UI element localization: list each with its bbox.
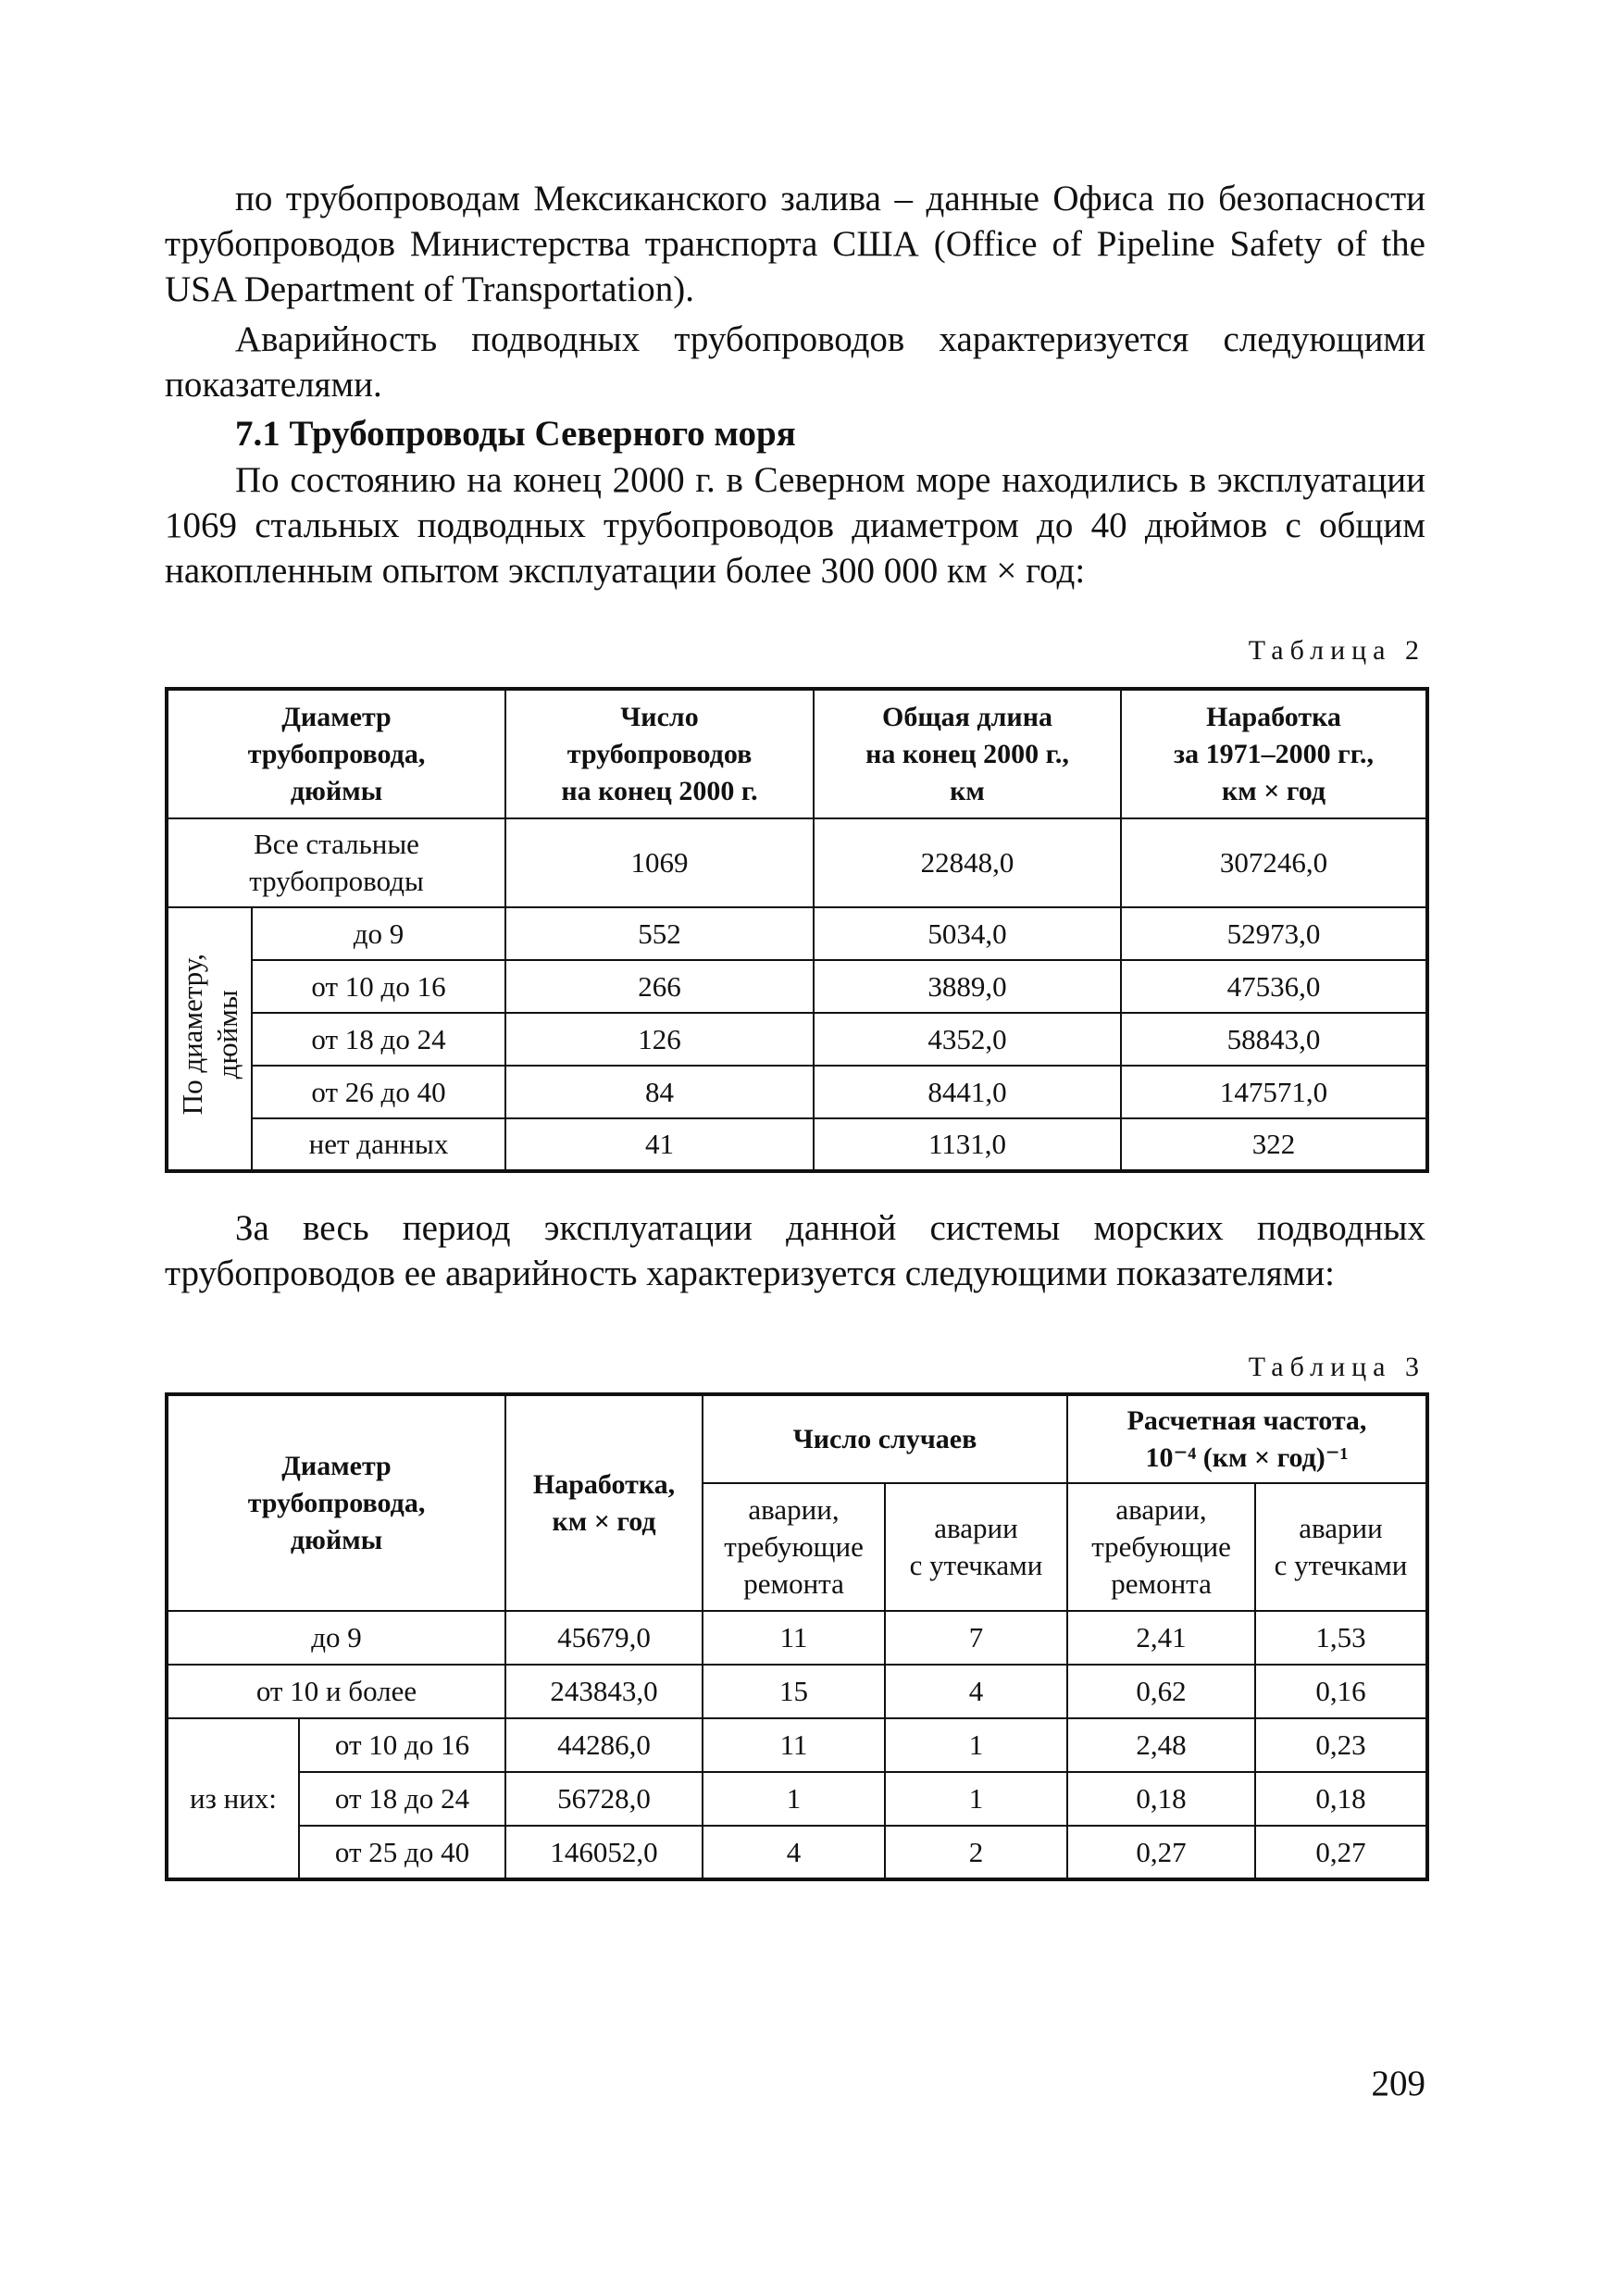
table2-header-row (167, 689, 1427, 818)
table2-row-length: 8441,0 (814, 1066, 1121, 1118)
table3-header-cases-leak: аварии с утечками (885, 1483, 1067, 1611)
paragraph-accident-period: За весь период эксплуатации данной системы морских подводных трубопроводов ее аварийность характеризуется следующими показателями: (165, 1208, 1425, 1293)
table3-row-hours: 45679,0 (505, 1611, 703, 1665)
table2-header-hours: Наработка за 1971–2000 гг., км × год (1121, 689, 1427, 818)
table2-header-length: Общая длина на конец 2000 г., км (814, 689, 1121, 818)
table3-subrow-label: от 10 до 16 (299, 1718, 505, 1772)
table3-subrow-freq-leak: 0,27 (1255, 1826, 1427, 1879)
table3-row-freq-repair: 2,41 (1067, 1611, 1255, 1665)
table-row (167, 1118, 1427, 1171)
table3-header-freq-repair: аварии, требующие ремонта (1067, 1483, 1255, 1611)
table3-subrow-cases-repair: 1 (703, 1772, 885, 1826)
table2-row-label: от 18 до 24 (252, 1013, 505, 1066)
table3-header-cases-repair: аварии, требующие ремонта (703, 1483, 885, 1611)
table3-row-cases-repair: 11 (703, 1611, 885, 1665)
section-heading: 7.1 Трубопроводы Северного моря (235, 414, 796, 454)
paragraph-pipeline-safety-source: по трубопроводам Мексиканского залива – данные Офиса по безопасности трубопроводов Министерства транспорта США (Office of Pipeline Safety of the USA Department of Transportation). (165, 179, 1425, 309)
table2-row-count: 84 (505, 1066, 814, 1118)
table2 (165, 687, 1429, 1173)
table2-row-count: 266 (505, 960, 814, 1013)
table3-group-label: из них: (167, 1718, 299, 1879)
table3-header-freq-leak: аварии с утечками (1255, 1483, 1427, 1611)
table3-subrow-cases-leak: 1 (885, 1772, 1067, 1826)
table2-row-hours: 147571,0 (1121, 1066, 1427, 1118)
table2-row-count: 552 (505, 907, 814, 960)
table3-subrow-label: от 25 до 40 (299, 1826, 505, 1879)
table3-header-frequency: Расчетная частота, 10⁻⁴ (км × год)⁻¹ (1067, 1394, 1427, 1483)
table3-row-freq-repair: 0,62 (1067, 1665, 1255, 1718)
paragraph-accident-intro: Аварийность подводных трубопроводов характеризуется следующими показателями. (165, 319, 1425, 405)
table-row (167, 1772, 1427, 1826)
table2-row-label: от 26 до 40 (252, 1066, 505, 1118)
table3-subrow-freq-leak: 0,18 (1255, 1772, 1427, 1826)
table-row (167, 1826, 1427, 1879)
table3-row-cases-leak: 7 (885, 1611, 1067, 1665)
table-row (167, 1013, 1427, 1066)
table3-row-label: до 9 (167, 1611, 505, 1665)
table3-subrow-hours: 44286,0 (505, 1718, 703, 1772)
table2-row-length: 4352,0 (814, 1013, 1121, 1066)
table3-subrow-freq-leak: 0,23 (1255, 1718, 1427, 1772)
table3-caption: Таблица 3 (1248, 1352, 1425, 1382)
table2-row-count: 41 (505, 1118, 814, 1171)
table3-header-cases: Число случаев (703, 1394, 1067, 1483)
table2-row-length: 5034,0 (814, 907, 1121, 960)
table3-header-hours: Наработка, км × год (505, 1394, 703, 1611)
table3-header-row-1 (167, 1394, 1427, 1483)
table-row (167, 1611, 1427, 1665)
table2-total-row (167, 818, 1427, 907)
table2-row-length: 3889,0 (814, 960, 1121, 1013)
table2-header-diameter: Диаметр трубопровода, дюймы (167, 689, 505, 818)
table3-subrow-hours: 56728,0 (505, 1772, 703, 1826)
table-row (167, 1718, 1427, 1772)
table3-subrow-cases-repair: 4 (703, 1826, 885, 1879)
table2-total-label: Все стальные трубопроводы (167, 818, 505, 907)
table2-row-hours: 58843,0 (1121, 1013, 1427, 1066)
table3-subrow-freq-repair: 2,48 (1067, 1718, 1255, 1772)
table3-row-hours: 243843,0 (505, 1665, 703, 1718)
table3-subrow-cases-repair: 11 (703, 1718, 885, 1772)
table3-row-freq-leak: 1,53 (1255, 1611, 1427, 1665)
table3-row-label: от 10 и более (167, 1665, 505, 1718)
table2-total-count: 1069 (505, 818, 814, 907)
table2-row-hours: 47536,0 (1121, 960, 1427, 1013)
table2-row-hours: 322 (1121, 1118, 1427, 1171)
table3-subrow-freq-repair: 0,27 (1067, 1826, 1255, 1879)
table2-row-length: 1131,0 (814, 1118, 1121, 1171)
table3-subrow-cases-leak: 1 (885, 1718, 1067, 1772)
table3-subrow-freq-repair: 0,18 (1067, 1772, 1255, 1826)
table-row (167, 960, 1427, 1013)
table2-row-label: до 9 (252, 907, 505, 960)
table3-subrow-label: от 18 до 24 (299, 1772, 505, 1826)
table2-total-hours: 307246,0 (1121, 818, 1427, 907)
table-row (167, 1665, 1427, 1718)
table3-header-diameter: Диаметр трубопровода, дюймы (167, 1394, 505, 1611)
page-number: 209 (1371, 2064, 1425, 2103)
table2-caption: Таблица 2 (1248, 635, 1425, 666)
table2-row-hours: 52973,0 (1121, 907, 1427, 960)
table3 (165, 1392, 1429, 1881)
paragraph-north-sea-state: По состоянию на конец 2000 г. в Северном море находились в эксплуатации 1069 стальных подводных трубопроводов диаметром до 40 дюймов с общим накопленным опытом эксплуатации более 300 000 км × год: (165, 460, 1425, 591)
table2-row-label: нет данных (252, 1118, 505, 1171)
table3-subrow-hours: 146052,0 (505, 1826, 703, 1879)
table3-row-cases-repair: 15 (703, 1665, 885, 1718)
table2-row-count: 126 (505, 1013, 814, 1066)
table3-row-cases-leak: 4 (885, 1665, 1067, 1718)
table3-subrow-cases-leak: 2 (885, 1826, 1067, 1879)
table2-total-length: 22848,0 (814, 818, 1121, 907)
table2-row-label: от 10 до 16 (252, 960, 505, 1013)
table2-header-count: Число трубопроводов на конец 2000 г. (505, 689, 814, 818)
table-row (167, 1066, 1427, 1118)
table2-group-label: По диаметру, дюймы (167, 907, 252, 1171)
table3-row-freq-leak: 0,16 (1255, 1665, 1427, 1718)
table-row (167, 907, 1427, 960)
